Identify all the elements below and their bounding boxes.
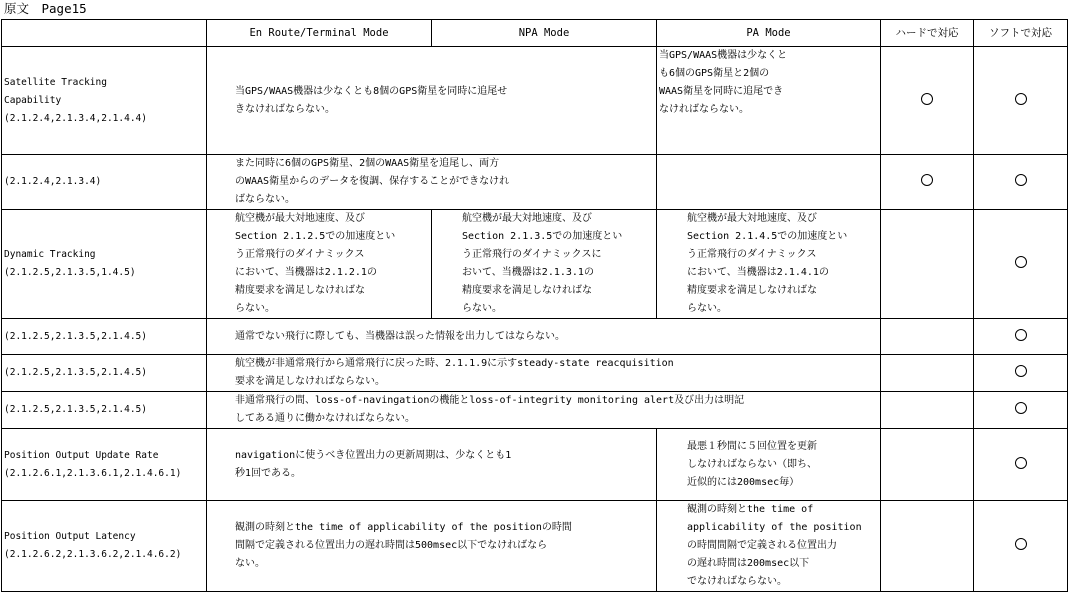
requirement-all-modes: 非通常飛行の間、loss-of-navingationの機能とloss-of-integrity monitoring alert及び出力は明記 してある通りに働かなければならない。 — [207, 392, 881, 429]
requirement-enroute-npa: 当GPS/WAAS機器は少なくとも8個のGPS衛星を同時に追尾せ きなければならない。 — [207, 47, 657, 155]
reference-cell: Position Output Latency (2.1.2.6.2,2.1.3.6.2,2.1.4.6.2) — [2, 501, 207, 592]
hardware-mark — [881, 429, 974, 501]
table-row — [2, 355, 1068, 392]
requirement-npa: 航空機が最大対地速度、及び Section 2.1.3.5での加速度とい う正常飛行のダイナミックスに おいて、当機器は2.1.3.1の 精度要求を満足しなければな らない。 — [432, 210, 657, 319]
header-row — [2, 20, 1068, 47]
table-row — [2, 155, 1068, 210]
table-row — [2, 429, 1068, 501]
reference-cell: (2.1.2.4,2.1.3.4) — [2, 155, 207, 210]
requirement-pa: 航空機が最大対地速度、及び Section 2.1.4.5での加速度とい う正常飛行のダイナミックス において、当機器は2.1.4.1の 精度要求を満足しなければな らない。 — [657, 210, 881, 319]
table-row — [2, 319, 1068, 355]
reference-cell: Dynamic Tracking (2.1.2.5,2.1.3.5,1.4.5) — [2, 210, 207, 319]
requirement-all-modes: 航空機が非通常飛行から通常飛行に戻った時、2.1.1.9に示すsteady-state reacquisition 要求を満足しなければならない。 — [207, 355, 881, 392]
reference-cell: (2.1.2.5,2.1.3.5,2.1.4.5) — [2, 392, 207, 429]
requirement-all-modes: 通常でない飛行に際しても、当機器は誤った情報を出力してはならない。 — [207, 319, 881, 355]
circle-mark-icon — [1015, 256, 1027, 268]
software-mark — [974, 319, 1068, 355]
circle-mark-icon — [1015, 174, 1027, 186]
reference-cell: Position Output Update Rate (2.1.2.6.1,2.1.3.6.1,2.1.4.6.1) — [2, 429, 207, 501]
header-pa: PA Mode — [657, 20, 881, 47]
software-mark — [974, 392, 1068, 429]
software-mark — [974, 355, 1068, 392]
requirement-pa: 観測の時刻とthe time of applicability of the position の時間間隔で定義される位置出力 の遅れ時間は200msec以下 でなければならない。 — [657, 501, 881, 592]
requirement-pa: 当GPS/WAAS機器は少なくと も6個のGPS衛星と2個の WAAS衛星を同時に追尾でき なければならない。 — [657, 47, 881, 155]
hardware-mark — [881, 47, 974, 155]
table-row — [2, 501, 1068, 592]
hardware-mark — [881, 155, 974, 210]
requirement-enroute-npa: また同時に6個のGPS衛星、2個のWAAS衛星を追尾し、両方 のWAAS衛星からのデータを復調、保存することができなけれ ばならない。 — [207, 155, 657, 210]
hardware-mark — [881, 210, 974, 319]
reference-cell: (2.1.2.5,2.1.3.5,2.1.4.5) — [2, 355, 207, 392]
header-npa: NPA Mode — [432, 20, 657, 47]
requirement-enroute-npa: navigationに使うべき位置出力の更新周期は、少なくとも1 秒1回である。 — [207, 429, 657, 501]
hardware-mark — [881, 501, 974, 592]
circle-mark-icon — [1015, 402, 1027, 414]
hardware-mark — [881, 319, 974, 355]
header-software: ソフトで対応 — [974, 20, 1068, 47]
header-enroute: En Route/Terminal Mode — [207, 20, 432, 47]
table-row — [2, 392, 1068, 429]
circle-mark-icon — [1015, 365, 1027, 377]
hardware-mark — [881, 392, 974, 429]
circle-mark-icon — [1015, 93, 1027, 105]
software-mark — [974, 429, 1068, 501]
page-title: 原文 Page15 — [4, 1, 87, 16]
circle-mark-icon — [1015, 329, 1027, 341]
software-mark — [974, 155, 1068, 210]
table-row — [2, 47, 1068, 155]
requirements-table — [1, 19, 1068, 592]
software-mark — [974, 210, 1068, 319]
circle-mark-icon — [921, 93, 933, 105]
hardware-mark — [881, 355, 974, 392]
requirement-enroute: 航空機が最大対地速度、及び Section 2.1.2.5での加速度とい う正常飛行のダイナミックス において、当機器は2.1.2.1の 精度要求を満足しなければな らない。 — [207, 210, 432, 319]
table-row — [2, 210, 1068, 319]
reference-cell: Satellite Tracking Capability (2.1.2.4,2.1.3.4,2.1.4.4) — [2, 47, 207, 155]
software-mark — [974, 47, 1068, 155]
circle-mark-icon — [1015, 538, 1027, 550]
circle-mark-icon — [1015, 457, 1027, 469]
circle-mark-icon — [921, 174, 933, 186]
requirement-pa — [657, 155, 881, 210]
requirement-pa: 最悪１秒間に５回位置を更新 しなければならない（即ち、 近似的には200msec毎） — [657, 429, 881, 501]
software-mark — [974, 501, 1068, 592]
header-hardware: ハードで対応 — [881, 20, 974, 47]
reference-cell: (2.1.2.5,2.1.3.5,2.1.4.5) — [2, 319, 207, 355]
requirement-enroute-npa: 観測の時刻とthe time of applicability of the positionの時間 間隔で定義される位置出力の遅れ時間は500msec以下でなければなら ない。 — [207, 501, 657, 592]
header-reference — [2, 20, 207, 47]
